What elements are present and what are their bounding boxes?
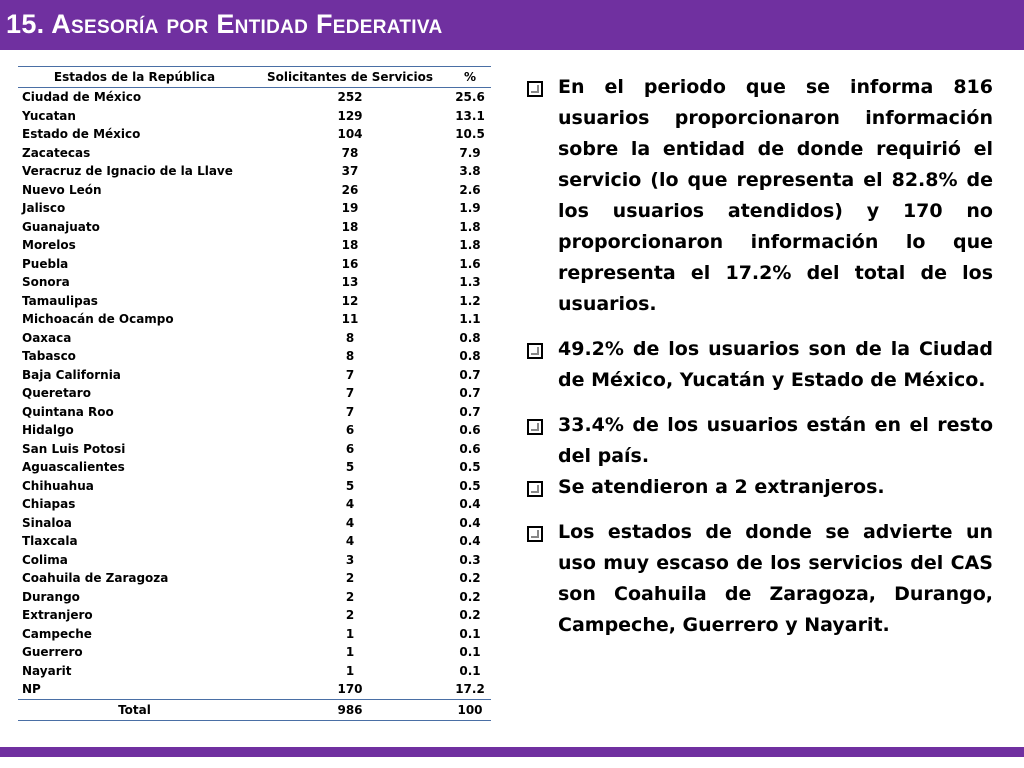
cell-requesters: 2 <box>345 571 355 586</box>
cell-requesters: 4 <box>345 497 355 512</box>
cell-percent: 0.4 <box>459 534 481 549</box>
cell-requesters: 4 <box>345 534 355 549</box>
table-row <box>18 588 491 607</box>
table-row <box>18 551 491 570</box>
table-body <box>18 88 491 700</box>
cell-state: Coahuila de Zaragoza <box>22 571 169 586</box>
cell-requesters: 8 <box>345 349 355 364</box>
cell-percent: 0.8 <box>459 330 481 345</box>
cell-requesters: 16 <box>341 256 359 271</box>
cell-state: Michoacán de Ocampo <box>22 312 174 327</box>
bullet-item <box>525 334 993 396</box>
bottom-bar <box>0 747 1024 757</box>
cell-requesters: 18 <box>341 238 359 253</box>
cell-percent: 0.7 <box>459 386 481 401</box>
cell-state: Nuevo León <box>22 182 102 197</box>
table-row <box>18 477 491 496</box>
cell-state: Oaxaca <box>22 330 72 345</box>
cell-requesters: 2 <box>345 589 355 604</box>
cell-percent: 10.5 <box>455 127 485 142</box>
cell-requesters: 1 <box>345 663 355 678</box>
cell-state: Chihuahua <box>22 478 94 493</box>
table-header-row <box>18 67 491 88</box>
cell-percent: 0.4 <box>459 497 481 512</box>
table-row <box>18 181 491 200</box>
cell-state: Zacatecas <box>22 145 91 160</box>
cell-percent: 0.5 <box>459 478 481 493</box>
cell-requesters: 37 <box>341 164 359 179</box>
cell-percent: 17.2 <box>455 682 485 697</box>
cell-requesters: 12 <box>341 293 359 308</box>
cell-state: Sonora <box>22 275 70 290</box>
cell-requesters: 18 <box>341 219 359 234</box>
table-row <box>18 88 491 107</box>
table-row <box>18 662 491 681</box>
table-row <box>18 347 491 366</box>
cell-requesters: 78 <box>341 145 359 160</box>
cell-requesters: 11 <box>341 312 359 327</box>
cell-percent: 1.3 <box>459 275 481 290</box>
table-row <box>18 199 491 218</box>
table-total-row <box>18 699 491 720</box>
cell-percent: 0.2 <box>459 571 481 586</box>
bullet-text: 49.2% de los usuarios son de la Ciudad de México, Yucatán y Estado de México. <box>558 338 993 391</box>
cell-percent: 1.6 <box>459 256 481 271</box>
table-row <box>18 606 491 625</box>
slide-title: 15. Asesoría por Entidad Federativa <box>6 9 443 39</box>
bullet-text: Se atendieron a 2 extranjeros. <box>558 476 885 498</box>
cell-percent: 13.1 <box>455 108 485 123</box>
total-percent: 100 <box>449 699 491 720</box>
cell-state: Tamaulipas <box>22 293 98 308</box>
cell-state: Quintana Roo <box>22 404 114 419</box>
table-row <box>18 329 491 348</box>
table-row <box>18 384 491 403</box>
bullet-text: En el periodo que se informa 816 usuarios proporcionaron información sobre la entidad de donde requirió el servicio (lo que representa el 82.8% de los usuarios atendidos) y 170 no proporcionaron información lo que representa el 17.2% del total de los usuarios. <box>558 76 993 315</box>
cell-requesters: 1 <box>345 645 355 660</box>
cell-state: Campeche <box>22 626 92 641</box>
cell-percent: 0.5 <box>459 460 481 475</box>
bullet-text: 33.4% de los usuarios están en el resto del país. <box>558 414 993 467</box>
cell-percent: 0.2 <box>459 589 481 604</box>
header-requesters: Solicitantes de Servicios <box>251 67 449 88</box>
table-row <box>18 495 491 514</box>
cell-state: Tlaxcala <box>22 534 78 549</box>
cell-state: Hidalgo <box>22 423 74 438</box>
cell-state: Nayarit <box>22 663 72 678</box>
table-row <box>18 366 491 385</box>
cell-requesters: 19 <box>341 201 359 216</box>
header-states: Estados de la República <box>18 67 251 88</box>
cell-percent: 2.6 <box>459 182 481 197</box>
table-row <box>18 218 491 237</box>
cell-state: NP <box>22 682 41 697</box>
cell-percent: 7.9 <box>459 145 481 160</box>
cell-requesters: 2 <box>345 608 355 623</box>
cell-percent: 0.4 <box>459 515 481 530</box>
cell-requesters: 170 <box>337 682 363 697</box>
table-row <box>18 625 491 644</box>
checkbox-bullet-icon <box>527 526 543 542</box>
table-row <box>18 162 491 181</box>
cell-requesters: 6 <box>345 441 355 456</box>
table-row <box>18 310 491 329</box>
cell-percent: 0.1 <box>459 663 481 678</box>
checkbox-bullet-icon <box>527 481 543 497</box>
cell-percent: 0.3 <box>459 552 481 567</box>
cell-requesters: 252 <box>337 90 363 105</box>
cell-state: Guanajuato <box>22 219 100 234</box>
table-row <box>18 292 491 311</box>
title-bar <box>0 0 1024 50</box>
table-row <box>18 458 491 477</box>
cell-state: Aguascalientes <box>22 460 125 475</box>
cell-percent: 1.8 <box>459 219 481 234</box>
bullet-item <box>525 410 993 472</box>
cell-requesters: 129 <box>337 108 363 123</box>
cell-state: Guerrero <box>22 645 83 660</box>
bullet-text: Los estados de donde se advierte un uso muy escaso de los servicios del CAS son Coahuila de Zaragoza, Durango, Campeche, Guerrero y Nayarit. <box>558 521 993 636</box>
cell-state: Tabasco <box>22 349 76 364</box>
cell-state: Morelos <box>22 238 76 253</box>
cell-requesters: 7 <box>345 386 355 401</box>
cell-state: Chiapas <box>22 497 76 512</box>
cell-percent: 0.8 <box>459 349 481 364</box>
cell-requesters: 7 <box>345 404 355 419</box>
states-table <box>18 66 491 721</box>
cell-requesters: 7 <box>345 367 355 382</box>
cell-state: Durango <box>22 589 80 604</box>
cell-requesters: 4 <box>345 515 355 530</box>
cell-state: Queretaro <box>22 386 91 401</box>
cell-state: Ciudad de México <box>22 90 142 105</box>
cell-state: Jalisco <box>22 201 66 216</box>
cell-percent: 25.6 <box>455 90 485 105</box>
checkbox-bullet-icon <box>527 81 543 97</box>
cell-percent: 1.1 <box>459 312 481 327</box>
cell-percent: 1.2 <box>459 293 481 308</box>
cell-percent: 0.7 <box>459 404 481 419</box>
cell-percent: 1.9 <box>459 201 481 216</box>
cell-percent: 0.2 <box>459 608 481 623</box>
table-row <box>18 403 491 422</box>
table-row <box>18 532 491 551</box>
table-row <box>18 440 491 459</box>
table-row <box>18 569 491 588</box>
table-row <box>18 125 491 144</box>
checkbox-bullet-icon <box>527 343 543 359</box>
cell-state: Sinaloa <box>22 515 72 530</box>
cell-percent: 1.8 <box>459 238 481 253</box>
cell-state: Puebla <box>22 256 69 271</box>
table-row <box>18 680 491 699</box>
cell-percent: 0.7 <box>459 367 481 382</box>
table-row <box>18 107 491 126</box>
cell-requesters: 8 <box>345 330 355 345</box>
total-requesters: 986 <box>251 699 449 720</box>
cell-percent: 0.1 <box>459 645 481 660</box>
bullet-item <box>525 72 993 320</box>
table-row <box>18 643 491 662</box>
cell-state: Veracruz de Ignacio de la Llave <box>22 164 233 179</box>
cell-requesters: 6 <box>345 423 355 438</box>
cell-requesters: 104 <box>337 127 363 142</box>
cell-requesters: 1 <box>345 626 355 641</box>
bullet-item <box>525 472 993 503</box>
table-row <box>18 255 491 274</box>
table-row <box>18 144 491 163</box>
cell-requesters: 5 <box>345 460 355 475</box>
cell-state: Yucatan <box>22 108 76 123</box>
table-row <box>18 514 491 533</box>
cell-state: Colima <box>22 552 68 567</box>
cell-state: Baja California <box>22 367 121 382</box>
cell-percent: 0.6 <box>459 423 481 438</box>
cell-percent: 3.8 <box>459 164 481 179</box>
cell-state: San Luis Potosi <box>22 441 126 456</box>
cell-requesters: 3 <box>345 552 355 567</box>
table-row <box>18 421 491 440</box>
cell-percent: 0.1 <box>459 626 481 641</box>
bullet-item <box>525 517 993 641</box>
cell-percent: 0.6 <box>459 441 481 456</box>
cell-state: Estado de México <box>22 127 141 142</box>
cell-state: Extranjero <box>22 608 93 623</box>
cell-requesters: 13 <box>341 275 359 290</box>
total-label: Total <box>18 699 251 720</box>
summary-bullets <box>525 72 993 641</box>
cell-requesters: 26 <box>341 182 359 197</box>
checkbox-bullet-icon <box>527 419 543 435</box>
cell-requesters: 5 <box>345 478 355 493</box>
table-row <box>18 273 491 292</box>
states-table-container <box>18 66 491 721</box>
header-percent: % <box>449 67 491 88</box>
table-row <box>18 236 491 255</box>
